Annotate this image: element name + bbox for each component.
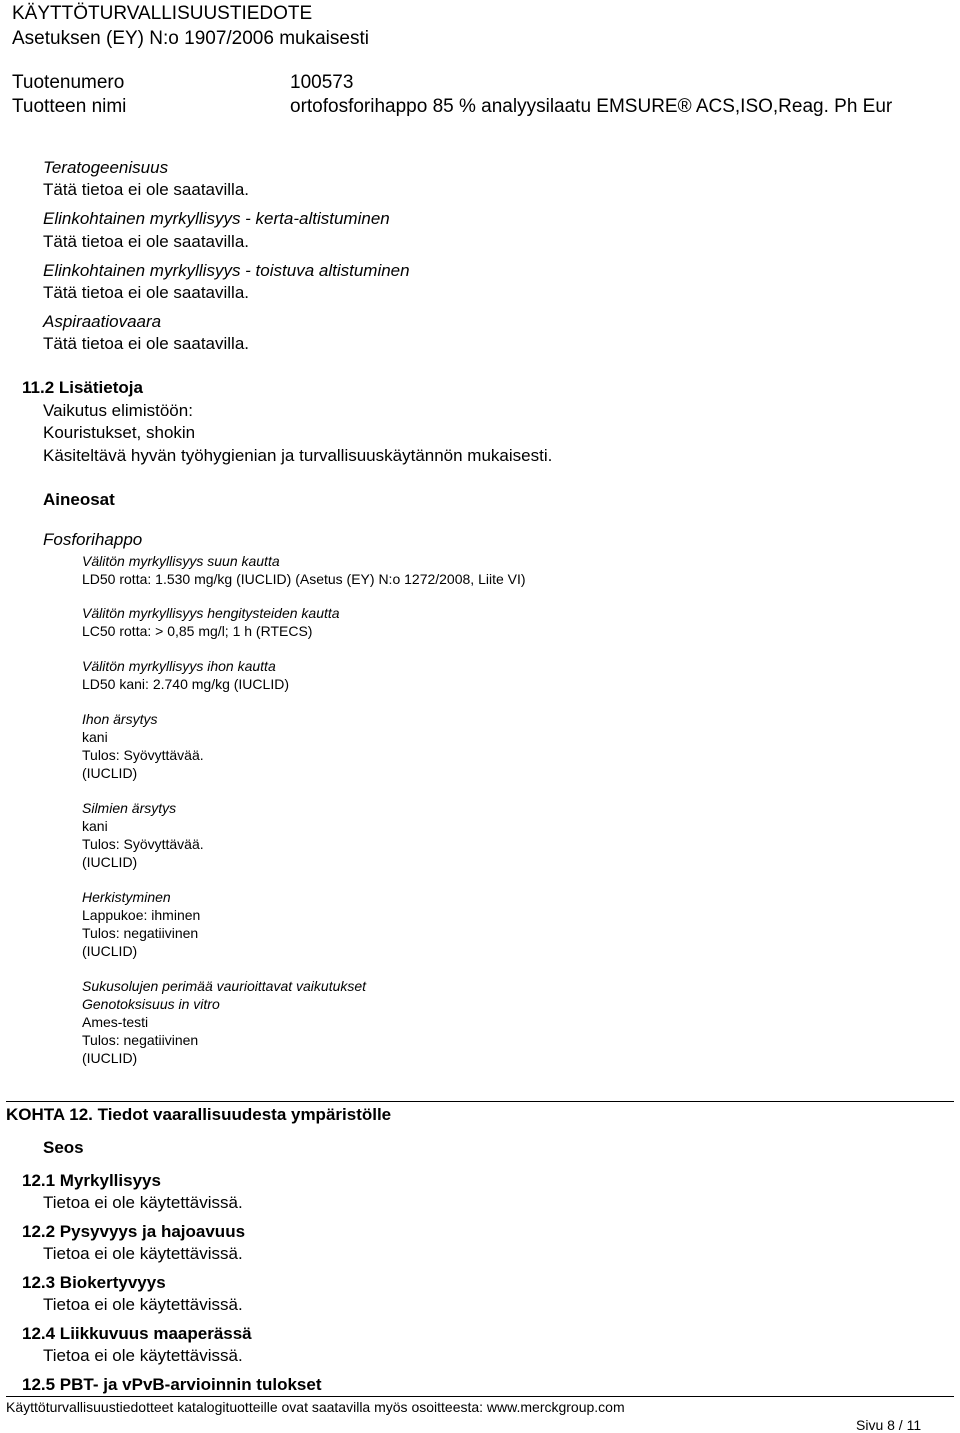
genotoxicity-subheading: Genotoksisuus in vitro xyxy=(82,996,220,1012)
section-12-3-heading: 12.3 Biokertyvyys xyxy=(22,1273,166,1292)
section-12-heading: KOHTA 12. Tiedot vaarallisuudesta ympäristölle xyxy=(6,1105,392,1124)
inhal-tox-value: LC50 rotta: > 0,85 mg/l; 1 h (RTECS) xyxy=(82,623,313,639)
skin-species: kani xyxy=(82,729,108,745)
regulation-line: Asetuksen (EY) N:o 1907/2006 mukaisesti xyxy=(12,28,369,49)
footer-notice: Käyttöturvallisuustiedotteet katalogituotteille ovat saatavilla myös osoitteesta: www.merckgroup.com xyxy=(6,1399,625,1415)
mutagenicity-source: (IUCLID) xyxy=(82,1050,138,1066)
inhal-tox-heading: Välitön myrkyllisyys hengitysteiden kautta xyxy=(82,605,340,621)
skin-irritation-heading: Ihon ärsytys xyxy=(82,711,158,727)
section-12-4-text: Tietoa ei ole käytettävissä. xyxy=(43,1346,243,1365)
footer-divider xyxy=(6,1396,954,1397)
section-12-1-text: Tietoa ei ole käytettävissä. xyxy=(43,1193,243,1212)
sensitization-heading: Herkistyminen xyxy=(82,889,171,905)
oral-tox-value: LD50 rotta: 1.530 mg/kg (IUCLID) (Asetus (EY) N:o 1272/2008, Liite VI) xyxy=(82,571,526,587)
skin-result: Tulos: Syövyttävää. xyxy=(82,747,204,763)
section-12-5-heading: 12.5 PBT- ja vPvB-arvioinnin tulokset xyxy=(22,1375,322,1394)
sensitization-result: Tulos: negatiivinen xyxy=(82,925,199,941)
eye-irritation-heading: Silmien ärsytys xyxy=(82,800,177,816)
section-11-2-line: Käsiteltävä hyvän työhygienian ja turvallisuuskäytännön mukaisesti. xyxy=(43,446,553,465)
section-11-2-line: Kouristukset, shokin xyxy=(43,423,196,442)
sensitization-test: Lappukoe: ihminen xyxy=(82,907,201,923)
product-number: 100573 xyxy=(290,72,354,93)
mutagenicity-heading: Sukusolujen perimää vaurioittavat vaikutukset xyxy=(82,978,367,994)
dermal-tox-value: LD50 kani: 2.740 mg/kg (IUCLID) xyxy=(82,676,289,692)
aspiration-heading: Aspiraatiovaara xyxy=(43,312,162,331)
oral-tox-heading: Välitön myrkyllisyys suun kautta xyxy=(82,553,280,569)
product-name-label: Tuotteen nimi xyxy=(12,96,127,117)
stot-single-heading: Elinkohtainen myrkyllisyys - kerta-altistuminen xyxy=(43,209,390,228)
sensitization-source: (IUCLID) xyxy=(82,943,138,959)
skin-source: (IUCLID) xyxy=(82,765,138,781)
mutagenicity-result: Tulos: negatiivinen xyxy=(82,1032,199,1048)
eye-result: Tulos: Syövyttävää. xyxy=(82,836,204,852)
section-12-3-text: Tietoa ei ole käytettävissä. xyxy=(43,1295,243,1314)
eye-source: (IUCLID) xyxy=(82,854,138,870)
mixture-label: Seos xyxy=(43,1138,84,1157)
section-11-2-heading: 11.2 Lisätietoja xyxy=(22,378,143,397)
product-number-label: Tuotenumero xyxy=(12,72,125,93)
stot-repeated-text: Tätä tietoa ei ole saatavilla. xyxy=(43,283,250,302)
eye-species: kani xyxy=(82,818,108,834)
product-name: ortofosforihappo 85 % analyysilaatu EMSURE® ACS,ISO,Reag. Ph Eur xyxy=(290,96,893,117)
teratogenicity-text: Tätä tietoa ei ole saatavilla. xyxy=(43,180,250,199)
ingredients-heading: Aineosat xyxy=(43,490,115,509)
aspiration-text: Tätä tietoa ei ole saatavilla. xyxy=(43,334,250,353)
page-number: Sivu 8 / 11 xyxy=(856,1417,922,1433)
teratogenicity-heading: Teratogeenisuus xyxy=(43,158,169,177)
section-11-2-line: Vaikutus elimistöön: xyxy=(43,401,193,420)
stot-repeated-heading: Elinkohtainen myrkyllisyys - toistuva altistuminen xyxy=(43,261,410,280)
dermal-tox-heading: Välitön myrkyllisyys ihon kautta xyxy=(82,658,276,674)
stot-single-text: Tätä tietoa ei ole saatavilla. xyxy=(43,232,250,251)
mutagenicity-test: Ames-testi xyxy=(82,1014,149,1030)
document-title: KÄYTTÖTURVALLISUUSTIEDOTE xyxy=(12,3,313,24)
section-12-4-heading: 12.4 Liikkuvuus maaperässä xyxy=(22,1324,252,1343)
section-12-1-heading: 12.1 Myrkyllisyys xyxy=(22,1171,161,1190)
section-12-2-text: Tietoa ei ole käytettävissä. xyxy=(43,1244,243,1263)
section-divider xyxy=(6,1101,954,1102)
section-12-2-heading: 12.2 Pysyvyys ja hajoavuus xyxy=(22,1222,246,1241)
substance-name: Fosforihappo xyxy=(43,530,143,549)
